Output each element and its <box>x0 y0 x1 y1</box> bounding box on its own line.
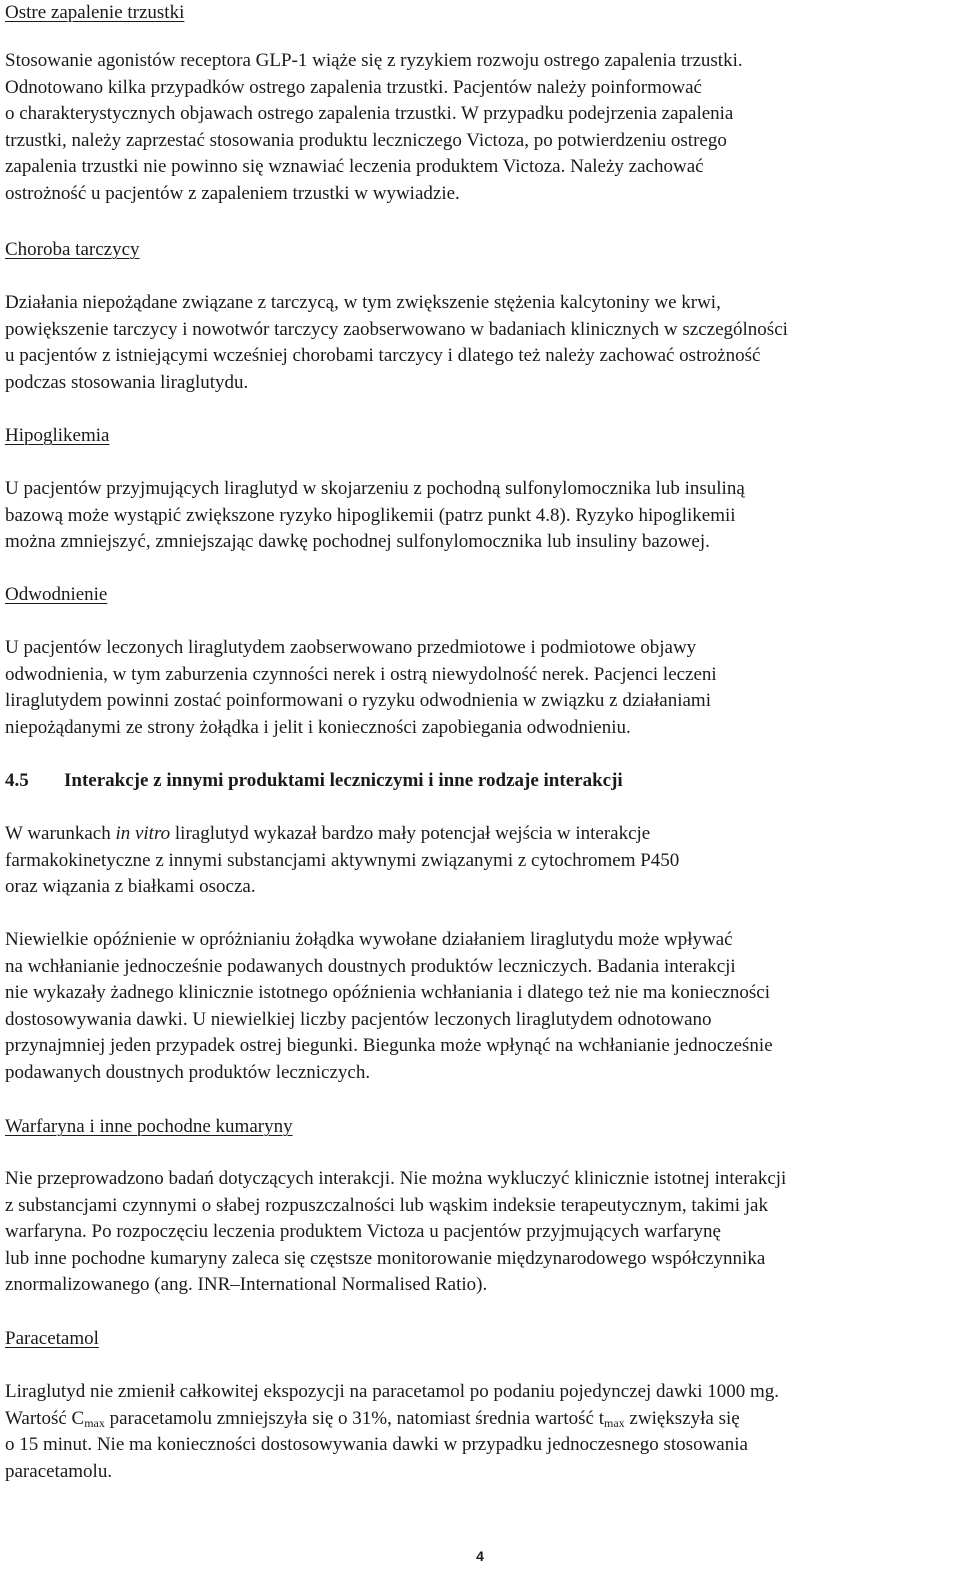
text-line: dostosowywania dawki. U niewielkiej liczby pacjentów leczonych liraglutydem odnotowano <box>5 1008 712 1030</box>
text-line: zapalenia trzustki nie powinno się wznawiać leczenia produktem Victoza. Należy zachować <box>5 156 704 178</box>
text-line: U pacjentów leczonych liraglutydem zaobserwowano przedmiotowe i podmiotowe objawy <box>5 637 697 658</box>
text-line: nie wykazały żadnego klinicznie istotnego opóźnienia wchłaniania i dlatego też nie ma konieczności <box>5 982 770 1004</box>
text-line: Działania niepożądane związane z tarczycą, w tym zwiększenie stężenia kalcytoniny we krwi, <box>5 292 721 313</box>
italic-text: in vitro <box>115 823 171 844</box>
text-line: U pacjentów przyjmujących liraglutyd w skojarzeniu z pochodną sulfonylomocznika lub insuliną <box>5 478 745 499</box>
paragraph-thyroid <box>5 290 955 396</box>
text-line: oraz wiązania z białkami osocza. <box>5 876 256 898</box>
text-line: Liraglutyd nie zmienił całkowitej ekspozycji na paracetamol po podaniu pojedynczej dawki 1000 mg. <box>5 1381 780 1402</box>
heading-paracetamol: Paracetamol <box>5 1328 99 1349</box>
heading-thyroid: Choroba tarczycy <box>5 239 140 260</box>
paragraph-hypoglycaemia <box>5 476 955 556</box>
text-line: można zmniejszyć, zmniejszając dawkę pochodnej sulfonylomocznika lub insuliny bazowej. <box>5 531 710 553</box>
text-line <box>5 821 955 848</box>
heading-hypoglycaemia: Hipoglikemia <box>5 425 110 446</box>
text-line: ostrożność u pacjentów z zapaleniem trzustki w wywiadzie. <box>5 182 460 204</box>
text-line: o 15 minut. Nie ma konieczności dostosowywania dawki w przypadku jednoczesnego stosowania <box>5 1434 748 1456</box>
text-line: Nie przeprowadzono badań dotyczących interakcji. Nie można wykluczyć klinicznie istotnej interakcji <box>5 1168 787 1189</box>
heading-dehydration: Odwodnienie <box>5 584 108 605</box>
text-line: u pacjentów z istniejącymi wcześniej chorobami tarczycy i dlatego też należy zachować ostrożność <box>5 345 761 367</box>
paragraph-dehydration <box>5 635 955 741</box>
heading-warfarin: Warfaryna i inne pochodne kumaryny <box>5 1116 293 1137</box>
paragraph-in-vitro <box>5 821 955 901</box>
text-run: paracetamolu zmniejszyła się o 31%, natomiast średnia wartość t <box>104 1407 604 1429</box>
text-line: warfaryna. Po rozpoczęciu leczenia produktem Victoza u pacjentów przyjmujących warfarynę <box>5 1221 721 1243</box>
paragraph-pancreatitis <box>5 48 955 208</box>
text-line: Odnotowano kilka przypadków ostrego zapalenia trzustki. Pacjentów należy poinformować <box>5 76 702 98</box>
text-line: paracetamolu. <box>5 1460 113 1482</box>
text-line <box>5 1406 955 1433</box>
page-number: 4 <box>476 1548 484 1564</box>
text-line: podczas stosowania liraglutydu. <box>5 371 249 393</box>
text-line: trzustki, należy zaprzestać stosowania produktu leczniczego Victoza, po potwierdzeniu ostrego <box>5 129 727 151</box>
text-line: bazową może wystąpić zwiększone ryzyko hipoglikemii (patrz punkt 4.8). Ryzyko hipoglikemii <box>5 504 736 526</box>
text-run: zwiększyła się <box>624 1407 740 1429</box>
subscript-cmax: max <box>84 1415 105 1430</box>
paragraph-warfarin <box>5 1166 955 1299</box>
text-line: z substancjami czynnymi o słabej rozpuszczalności lub wąskim indeksie terapeutycznym, takimi jak <box>5 1194 768 1216</box>
text-run: Wartość C <box>5 1407 85 1429</box>
text-line: na wchłanianie jednocześnie podawanych doustnych produktów leczniczych. Badania interakcji <box>5 955 736 977</box>
text-line: liraglutydem powinni zostać poinformowani o ryzyku odwodnienia w związku z działaniami <box>5 690 711 712</box>
text-run: liraglutyd wykazał bardzo mały potencjał wejścia w interakcje <box>170 823 651 844</box>
text-line: powiększenie tarczycy i nowotwór tarczycy zaobserwowano w badaniach klinicznych w szczególności <box>5 318 788 340</box>
text-line: przynajmniej jeden przypadek ostrej biegunki. Biegunka może wpłynąć na wchłanianie jednocześnie <box>5 1035 773 1057</box>
text-run: W warunkach <box>5 823 116 844</box>
paragraph-paracetamol <box>5 1379 955 1485</box>
text-line: farmakokinetyczne z innymi substancjami aktywnymi związanymi z cytochromem P450 <box>5 849 680 871</box>
text-line: odwodnienia, w tym zaburzenia czynności nerek i ostrą niewydolność nerek. Pacjenci leczeni <box>5 663 717 685</box>
section-number: 4.5 <box>5 770 29 791</box>
text-line: o charakterystycznych objawach ostrego zapalenia trzustki. W przypadku podejrzenia zapalenia <box>5 103 734 125</box>
heading-pancreatitis: Ostre zapalenie trzustki <box>5 2 185 23</box>
text-line: Stosowanie agonistów receptora GLP-1 wiąże się z ryzykiem rozwoju ostrego zapalenia trzustki. <box>5 50 743 71</box>
section-title: Interakcje z innymi produktami leczniczymi i inne rodzaje interakcji <box>64 770 623 791</box>
section-heading-4-5 <box>5 768 955 795</box>
text-line: podawanych doustnych produktów leczniczych. <box>5 1061 371 1083</box>
text-line: Niewielkie opóźnienie w opróżnianiu żołądka wywołane działaniem liraglutydu może wpływać <box>5 929 733 950</box>
paragraph-gastric-emptying <box>5 927 955 1087</box>
text-line: lub inne pochodne kumaryny zaleca się częstsze monitorowanie międzynarodowego współczynnika <box>5 1247 766 1269</box>
text-line: znormalizowanego (ang. INR–International Normalised Ratio). <box>5 1274 488 1296</box>
text-line: niepożądanymi ze strony żołądka i jelit i konieczności zapobiegania odwodnieniu. <box>5 716 631 738</box>
subscript-tmax: max <box>604 1415 625 1430</box>
